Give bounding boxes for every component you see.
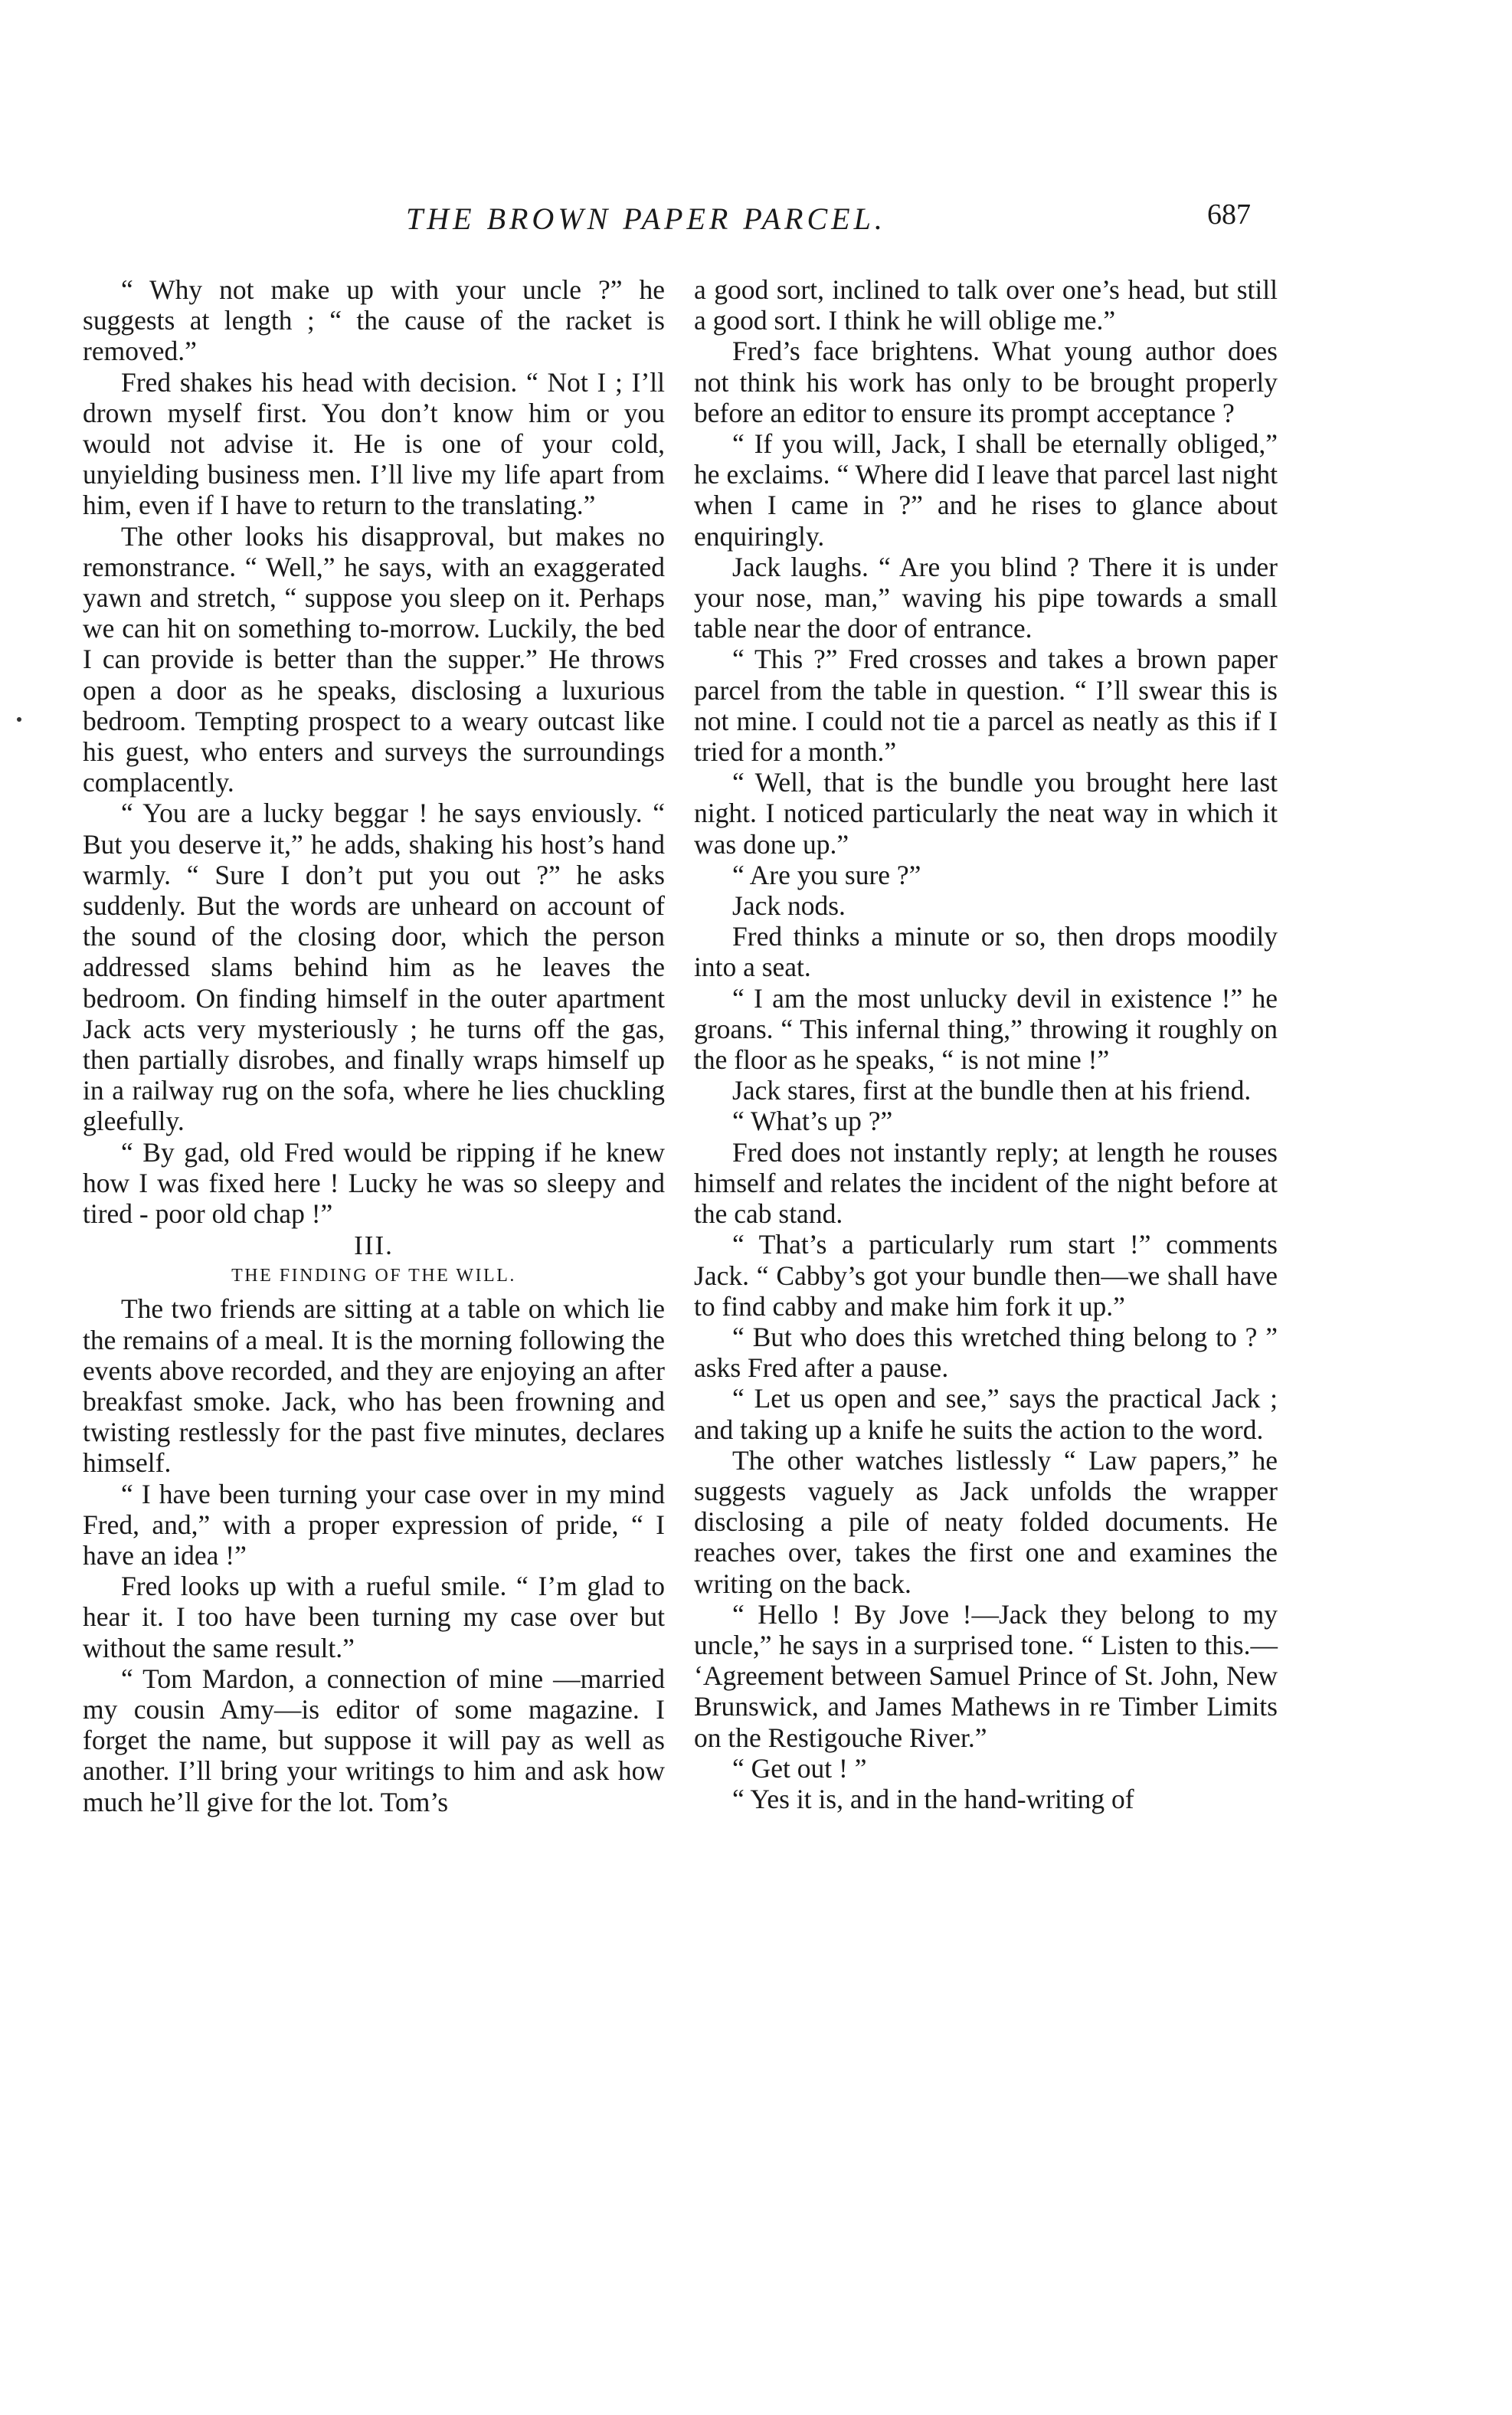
paragraph: Jack nods.	[732, 890, 846, 922]
paragraph: “ This ?” Fred crosses and takes a brown paper parcel from the table in question. “ I’ll swear this is not mine. I could not tie a parcel as neatly as this if I tried for a month.”	[694, 644, 1278, 768]
paragraph: Fred’s face brightens. What young author does not think his work has only to be brought properly before an editor to ensure its prompt acceptance ?	[694, 336, 1278, 428]
paragraph: “ Get out ! ”	[732, 1752, 867, 1784]
paragraph: a good sort, inclined to talk over one’s head, but still a good sort. I think he will oblige me.”	[694, 274, 1278, 336]
paragraph: “ Let us open and see,” says the practical Jack ; and taking up a knife he suits the action to the word.	[694, 1383, 1278, 1445]
paragraph: The other looks his disapproval, but makes no remonstrance. “ Well,” he says, with an exaggerated yawn and stretch, “ suppose you sleep on it. Perhaps we can hit on something to-morrow. Luckily, the bed I can provide is better than the supper.” He throws open a door as he speaks, disclosing a luxurious bedroom. Tempting prospect to a weary outcast like his guest, who enters and surveys the surroundings complacently.	[83, 520, 665, 798]
paragraph: Jack stares, first at the bundle then at his friend.	[732, 1075, 1252, 1106]
paragraph: Fred looks up with a rueful smile. “ I’m glad to hear it. I too have been turning my case over but without the same result.”	[83, 1571, 665, 1663]
page-number: 687	[1207, 198, 1251, 231]
paragraph: “ You are a lucky beggar ! he says enviously. “ But you deserve it,” he adds, shaking his host’s hand warmly. “ Sure I don’t put you out ?” he asks suddenly. But the words are unheard on account of the sound of the closing door, which the person addressed slams behind him as he leaves the bedroom. On finding himself in the outer apartment Jack acts very mysteriously ; he turns off the gas, then partially disrobes, and finally wraps himself up in a railway rug on the sofa, where he lies chuckling gleefully.	[83, 798, 665, 1137]
paragraph: Jack laughs. “ Are you blind ? There it is under your nose, man,” waving his pipe towards a small table near the door of entrance.	[694, 551, 1278, 644]
margin-speck	[17, 717, 21, 722]
paragraph: “ Tom Mardon, a connection of mine —married my cousin Amy—is editor of some magazine. I forget the name, but suppose it will pay as well as another. I’ll bring your writings to him and ask how much he’ll give for the lot. Tom’s	[83, 1663, 665, 1817]
paragraph: “ But who does this wretched thing belong to ? ” asks Fred after a pause.	[694, 1321, 1278, 1384]
paragraph: “ Why not make up with your uncle ?” he suggests at length ; “ the cause of the racket is removed.”	[83, 274, 665, 367]
paragraph: Fred shakes his head with decision. “ Not I ; I’ll drown myself first. You don’t know him or you would not advise it. He is one of your cold, unyielding business men. I’ll live my life apart from him, even if I have to return to the translating.”	[83, 366, 665, 521]
paragraph: The other watches listlessly “ Law papers,” he suggests vaguely as Jack unfolds the wrapper disclosing a pile of neaty folded documents. He reaches over, takes the first one and examines the writing on the back.	[694, 1444, 1278, 1599]
right-column	[694, 274, 1278, 1814]
paragraph: “ Well, that is the bundle you brought here last night. I noticed particularly the neat way in which it was done up.”	[694, 767, 1278, 860]
paragraph: Fred thinks a minute or so, then drops moodily into a seat.	[694, 921, 1278, 983]
paragraph: The two friends are sitting at a table on which lie the remains of a meal. It is the morning following the events above recorded, and they are enjoying an after breakfast smoke. Jack, who has been frowning and twisting restlessly for the past five minutes, declares himself.	[83, 1293, 665, 1479]
paragraph: “ Are you sure ?”	[732, 859, 921, 890]
running-title: THE BROWN PAPER PARCEL.	[406, 202, 886, 236]
paragraph: “ What’s up ?”	[732, 1106, 893, 1137]
paragraph: “ I am the most unlucky devil in existence !” he groans. “ This infernal thing,” throwing it roughly on the floor as he speaks, “ is not mine !”	[694, 982, 1278, 1076]
paragraph: “ By gad, old Fred would be ripping if he knew how I was fixed here ! Lucky he was so sleepy and tired - poor old chap !”	[83, 1136, 665, 1230]
paragraph: “ That’s a particularly rum start !” comments Jack. “ Cabby’s got your bundle then—we shall have to find cabby and make him fork it up.”	[694, 1229, 1278, 1322]
paragraph: “ If you will, Jack, I shall be eternally obliged,” he exclaims. “ Where did I leave that parcel last night when I came in ?” and he rises to glance about enquiringly.	[694, 428, 1278, 552]
paragraph: “ Hello ! By Jove !—Jack they belong to my uncle,” he says in a surprised tone. “ Listen to this.— ‘Agreement between Samuel Prince of St. John, New Brunswick, and James Mathews in re Timber Limits on the Restigouche River.”	[694, 1598, 1278, 1753]
section-numeral: III.	[354, 1230, 394, 1261]
paragraph: Fred does not instantly reply; at length he rouses himself and relates the incident of the night before at the cab stand.	[694, 1136, 1278, 1230]
left-column	[83, 274, 665, 1817]
section-title: THE FINDING OF THE WILL.	[231, 1266, 516, 1286]
paragraph: “ I have been turning your case over in my mind Fred, and,” with a proper expression of pride, “ I have an idea !”	[83, 1478, 665, 1571]
paragraph: “ Yes it is, and in the hand-writing of	[732, 1783, 1134, 1814]
